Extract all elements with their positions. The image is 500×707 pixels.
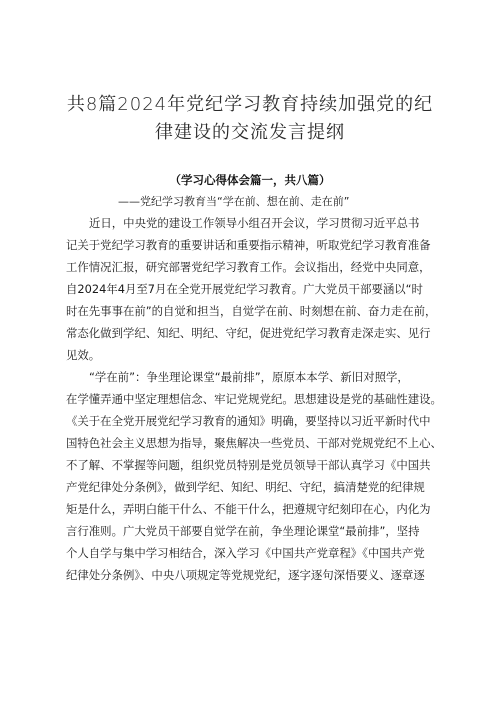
paragraph-line: 国特色社会主义思想为指导，聚焦解决一些党员、干部对党规党纪不上心、 <box>66 436 442 450</box>
paragraph-line: 近日，中央党的建设工作领导小组召开会议，学习贯彻习近平总书 <box>89 216 420 230</box>
document-title-line2: 律建设的交流发言提纲 <box>155 122 345 143</box>
paragraph-line: 自2024年4月至7月在全党开展党纪学习教育。广大党员干部要涵以“时 <box>66 282 423 296</box>
paragraph-line: 言行准则。广大党员干部要自觉学在前，争坐理论课堂“最前排”，坚持 <box>66 524 420 538</box>
paragraph-line: 产党纪律处分条例》，做到学纪、知纪、明纪、守纪，搞清楚党的纪律规 <box>66 480 425 494</box>
paragraph-2 <box>66 366 444 586</box>
paragraph-line: 矩是什么，弄明白能干什么、不能干什么，把遵规守纪刻印在心，内化为 <box>66 502 431 516</box>
paragraph-line: 时在先事事在前”的自觉和担当，自觉学在前、时刻想在前、奋力走在前， <box>66 304 437 318</box>
paragraph-line: 纪律处分条例》、中央八项规定等党规党纪，逐字逐句深悟要义、逐章逐 <box>66 568 425 582</box>
paragraph-line: 工作情况汇报，研究部署党纪学习教育工作。会议指出，经党中央同意， <box>66 260 431 274</box>
paragraph-line: 《关于在全党开展党纪学习教育的通知》明确，要坚持以习近平新时代中 <box>66 414 431 428</box>
paragraph-line: 个人自学与集中学习相结合，深入学习《中国共产党章程》《中国共产党 <box>66 546 425 560</box>
paragraph-line: 不了解、不掌握等问题，组织党员特别是党员领导干部认真学习《中国共 <box>66 458 431 472</box>
document-title-line1: 共8篇2024年党纪学习教育持续加强党的纪 <box>66 94 434 115</box>
sub-heading: （学习心得体会篇一，共八篇） <box>169 173 331 187</box>
paragraph-line: 常态化做到学纪、知纪、明纪、守纪，促进党纪学习教育走深走实、见行 <box>66 326 431 340</box>
paragraph-line: 见效。 <box>66 348 101 362</box>
paragraph-line: 在学懂弄通中坚定理想信念、牢记党规党纪。思想建设是党的基础性建设。 <box>66 392 442 406</box>
paragraph-1 <box>66 212 444 366</box>
paragraph-line: “学在前”：争坐理论课堂“最前排”，原原本本学、新旧对照学， <box>89 370 409 384</box>
paragraph-line: 记关于党纪学习教育的重要讲话和重要指示精神，听取党纪学习教育准备 <box>66 238 431 252</box>
tagline: ——党纪学习教育当“学在前、想在前、走在前” <box>118 195 350 208</box>
